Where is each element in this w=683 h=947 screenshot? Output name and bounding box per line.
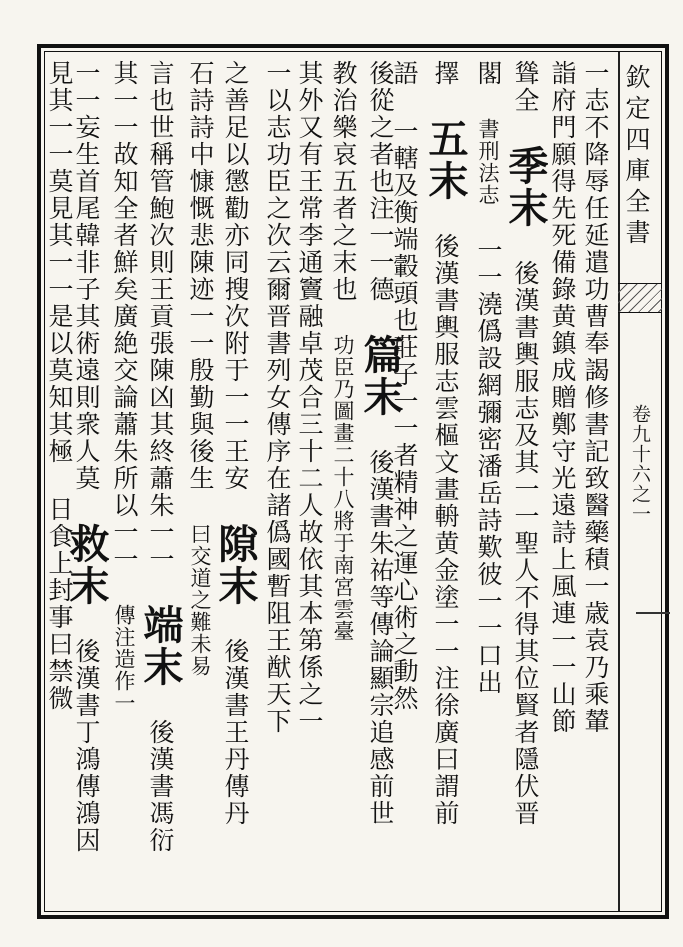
margin-mark: [636, 612, 670, 614]
text-column-8: [331, 60, 356, 642]
entry-heading-jiu-mo: 救末: [63, 523, 110, 607]
column-9-segment-1: 其外又有王常李通竇融卓茂合三十二人故依其本第係之一: [295, 60, 324, 735]
text-column-2: [550, 60, 575, 735]
column-2-segment-1: 詣府門願得先死備錄黄鎮成贈鄭守光遠詩上風連一一山節: [548, 60, 577, 735]
center-fold-ornament: [618, 283, 662, 313]
column-4-note: 書刑法志: [476, 118, 500, 206]
text-column-11: [212, 60, 259, 827]
column-15-segment-3: 後漢書丁鴻傳鴻因: [72, 638, 101, 854]
text-column-7: [357, 60, 404, 827]
text-column-4: [476, 60, 501, 696]
column-7-segment-3: 後漢書朱祐等傳論顯宗追感前世: [366, 449, 395, 827]
entry-heading-wu-mo: 五末: [422, 118, 469, 202]
column-16-segment-2: 日食上封事曰禁微: [45, 496, 74, 712]
column-13-segment-3: 後漢書馮衍: [146, 719, 175, 854]
text-column-13: [137, 60, 184, 854]
text-column-1: [583, 60, 608, 735]
text-column-14: [112, 60, 137, 714]
entry-heading-duan-mo: 端末: [137, 604, 184, 688]
text-column-10: [265, 60, 290, 735]
column-6-segment-2: 一轄及衡端轂頭也莊子一一者精神之運心術之動然: [390, 118, 419, 712]
entry-heading-pian-mo: 篇末: [357, 334, 404, 418]
text-column-3: [502, 60, 549, 827]
column-4-segment-1: 閣: [474, 60, 503, 87]
column-7-segment-1: 後從之者也注一一德: [366, 60, 395, 303]
book-title: 欽定四庫全書: [622, 64, 651, 250]
column-4-segment-3: 一一澆僞設網彌密潘岳詩歎彼一一口出: [474, 237, 503, 696]
column-11-segment-3: 後漢書王丹傳丹: [221, 638, 250, 827]
column-3-segment-1: 聳全: [511, 60, 540, 114]
text-column-9: [297, 60, 322, 735]
entry-heading-ji-mo: 季末: [502, 145, 549, 229]
column-8-segment-1: 教治樂哀五者之末也: [329, 60, 358, 303]
column-3-segment-3: 後漢書輿服志及其一一聖人不得其位賢者隱伏晋: [511, 260, 540, 827]
text-column-16: [47, 60, 72, 712]
text-column-5: [422, 60, 469, 827]
column-13-segment-1: 言也世稱管鮑次則王貢張陳凶其終蕭朱一一: [146, 60, 175, 573]
column-8-note: 功臣乃圖畫二十八將于南宮雲臺: [331, 334, 355, 642]
column-12-note: 曰交道之難未易: [188, 523, 212, 677]
column-rule: [618, 52, 620, 911]
text-column-12: [188, 60, 213, 677]
folio-label: 卷九十六之一: [629, 404, 651, 524]
column-10-segment-1: 一以志功臣之次云爾晋書列女傳序在諸僞國暫阻王猷天下: [263, 60, 292, 735]
column-5-segment-1: 擇: [431, 60, 460, 87]
column-6-segment-1: 語: [390, 60, 419, 87]
column-12-segment-1: 石詩詩中慷慨悲陳迹一一殷勤與後生: [186, 60, 215, 492]
column-11-segment-1: 之善足以懲勸亦同搜次附于一一王安: [221, 60, 250, 492]
column-5-segment-3: 後漢書輿服志雲樞文畫輈黄金塗一一注徐廣曰謂前: [431, 233, 460, 827]
column-15-segment-1: 一一妄生首尾韓非子其術遠則衆人莫: [72, 60, 101, 492]
column-14-note: 傳注造作一: [112, 604, 136, 714]
column-1-segment-1: 一志不降辱任延遣功曹奉謁修書記致醫藥積一歳袁乃乘輦: [581, 60, 610, 735]
column-16-segment-1: 見其一一莫見其一一是以莫知其極: [45, 60, 74, 465]
entry-heading-xi-mo: 隙末: [212, 523, 259, 607]
column-14-segment-1: 其一一故知全者鮮矣廣絶交論蕭朱所以一一: [110, 60, 139, 573]
